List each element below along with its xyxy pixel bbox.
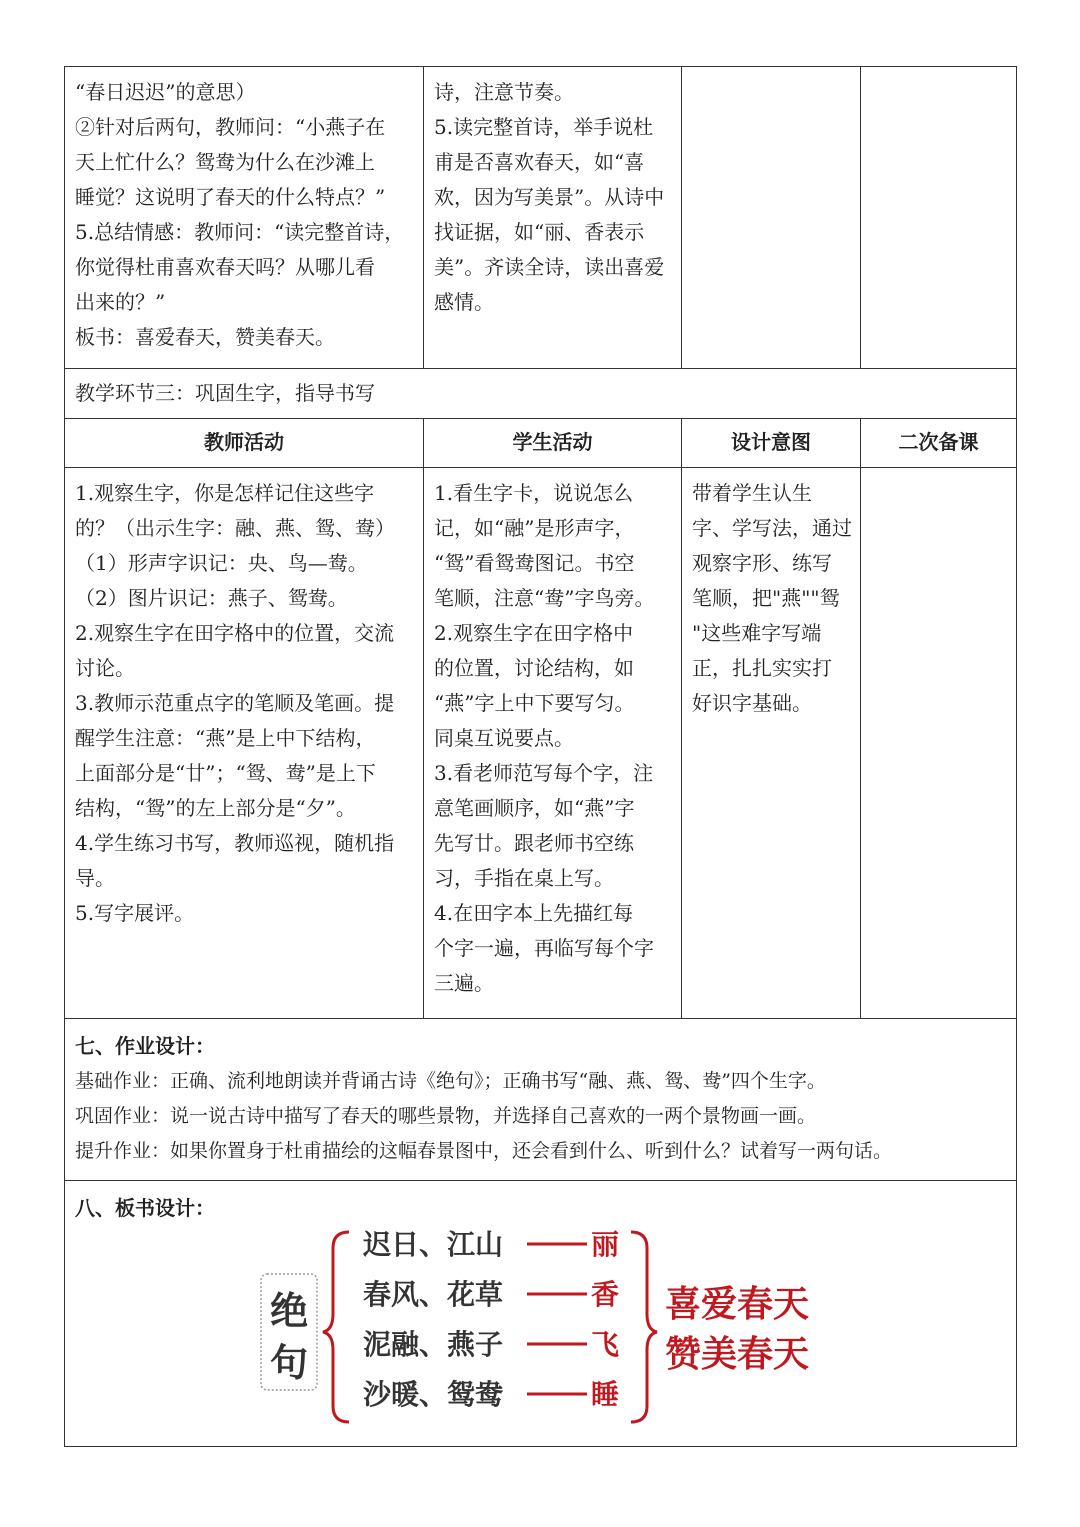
teacher-activity-cell [65,67,424,369]
text-line: 笔顺，注意“鸯”字鸟旁。 [434,586,655,610]
board-key: 飞 [591,1328,620,1361]
board-key: 香 [591,1278,620,1311]
student-activity-cell [424,468,682,1019]
homework-consolidate: 巩固作业：说一说古诗中描写了春天的哪些景物，并选择自己喜欢的一两个景物画一画。 [75,1105,817,1127]
text-line: 欢，因为写美景”。从诗中 [434,185,665,209]
text-line: 1.看生字卡，说说怎么 [434,481,634,505]
poem-title-char: 绝 [269,1288,309,1333]
text-line: 的位置，讨论结构，如 [434,656,634,680]
text-line: “燕”字上中下要写匀。 [434,691,635,715]
second-prep-cell [861,468,1017,1019]
header-second-prep: 二次备课 [861,419,1017,468]
text-line: 好识字基础。 [692,691,812,715]
board-words: 沙暖、鸳鸯 [363,1378,504,1411]
homework-title: 七、作业设计： [75,1034,215,1058]
header-student: 学生活动 [424,419,682,468]
header-teacher: 教师活动 [65,419,424,468]
design-intent-cell [682,67,861,369]
text-line: 2.观察生字在田字格中 [434,621,634,645]
text-line: 2.观察生字在田字格中的位置，交流 [75,621,395,645]
board-cell [65,1181,1017,1447]
homework-row [65,1019,1017,1181]
board-words: 泥融、燕子 [363,1328,504,1361]
text-line: （2）图片识记：燕子、鸳鸯。 [75,586,348,610]
text-line: “春日迟迟”的意思） [75,80,256,104]
text-line: 4.在田字本上先描红每 [434,901,634,925]
header-intent: 设计意图 [682,419,861,468]
text-line: 4.学生练习书写，教师巡视，随机指 [75,831,395,855]
board-title: 八、板书设计： [75,1196,215,1220]
text-line: 3.教师示范重点字的笔顺及笔画。提 [75,691,395,715]
text-line: 3.看老师范写每个字，注 [434,761,654,785]
student-activity-cell [424,67,682,369]
text-line: 天上忙什么？鸳鸯为什么在沙滩上 [75,150,375,174]
board-key: 睡 [591,1378,620,1411]
text-line: 醒学生注意：“燕”是上中下结构， [75,726,376,750]
text-line: 讨论。 [75,656,135,680]
text-line: 美”。齐读全诗，读出喜爱 [434,255,665,279]
text-line: 字、学写法，通过 [692,516,852,540]
board-words: 迟日、江山 [363,1228,504,1261]
text-line: 结构，“鸳”的左上部分是“夕”。 [75,796,356,820]
right-brace [631,1232,657,1422]
text-line: 同桌互说要点。 [434,726,574,750]
homework-basic: 基础作业：正确、流利地朗读并背诵古诗《绝句》；正确书写“融、燕、鸳、鸯”四个生字。 [75,1070,826,1092]
continuation-row [65,67,1017,369]
homework-cell [65,1019,1017,1181]
board-words: 春风、花草 [363,1278,504,1311]
text-line: 诗，注意节奏。 [434,80,574,104]
text-line: 出来的？” [75,290,166,314]
text-line: 正，扎扎实实打 [692,656,832,680]
text-line: 导。 [75,866,115,890]
board-diagram [245,1226,845,1426]
text-line: 板书：喜爱春天，赞美春天。 [75,325,335,349]
board-key: 丽 [591,1228,620,1261]
text-line: 上面部分是“廿”；“鸳、鸯”是上下 [75,761,376,785]
text-line: 5.写字展评。 [75,901,195,925]
text-line: 意笔画顺序，如“燕”字 [434,796,635,820]
text-line: 三遍。 [434,971,494,995]
text-line: "这些难字写端 [692,621,822,645]
text-line: 带着学生认生 [692,481,812,505]
text-line: 记，如“融”是形声字， [434,516,635,540]
text-line: （1）形声字识记：央、鸟—鸯。 [75,551,368,575]
content-row [65,468,1017,1019]
board-design [75,1226,1006,1436]
poem-title-char: 句 [269,1340,309,1385]
text-line: 个字一遍，再临写每个字 [434,936,654,960]
text-line: 5.读完整首诗，举手说杜 [434,115,654,139]
text-line: 找证据，如“丽、香表示 [434,220,645,244]
board-row [65,1181,1017,1447]
section-title-row [65,369,1017,419]
text-line: ②针对后两句，教师问：“小燕子在 [75,115,386,139]
text-line: 睡觉？这说明了春天的什么特点？” [75,185,386,209]
header-row [65,419,1017,468]
text-line: “鸳”看鸳鸯图记。书空 [434,551,635,575]
left-brace [323,1232,349,1422]
text-line: 先写廿。跟老师书空练 [434,831,634,855]
text-line: 习，手指在桌上写。 [434,866,614,890]
text-line: 5.总结情感：教师问：“读完整首诗， [75,220,405,244]
teacher-activity-cell [65,468,424,1019]
section-title: 教学环节三：巩固生字，指导书写 [65,369,1017,419]
text-line: 感情。 [434,290,494,314]
homework-advanced: 提升作业：如果你置身于杜甫描绘的这幅春景图中，还会看到什么、听到什么？试着写一两句话。 [75,1140,893,1162]
text-line: 观察字形、练写 [692,551,832,575]
text-line: 甫是否喜欢春天，如“喜 [434,150,645,174]
text-line: 1.观察生字，你是怎样记住这些字 [75,481,375,505]
second-prep-cell [861,67,1017,369]
lesson-plan-table [64,66,1017,1447]
design-intent-cell [682,468,861,1019]
summary-line: 赞美春天 [665,1333,810,1375]
text-line: 你觉得杜甫喜欢春天吗？从哪儿看 [75,255,375,279]
text-line: 笔顺，把"燕""鸳 [692,586,840,610]
text-line: 的？（出示生字：融、燕、鸳、鸯） [75,516,395,540]
summary-line: 喜爱春天 [665,1283,810,1325]
